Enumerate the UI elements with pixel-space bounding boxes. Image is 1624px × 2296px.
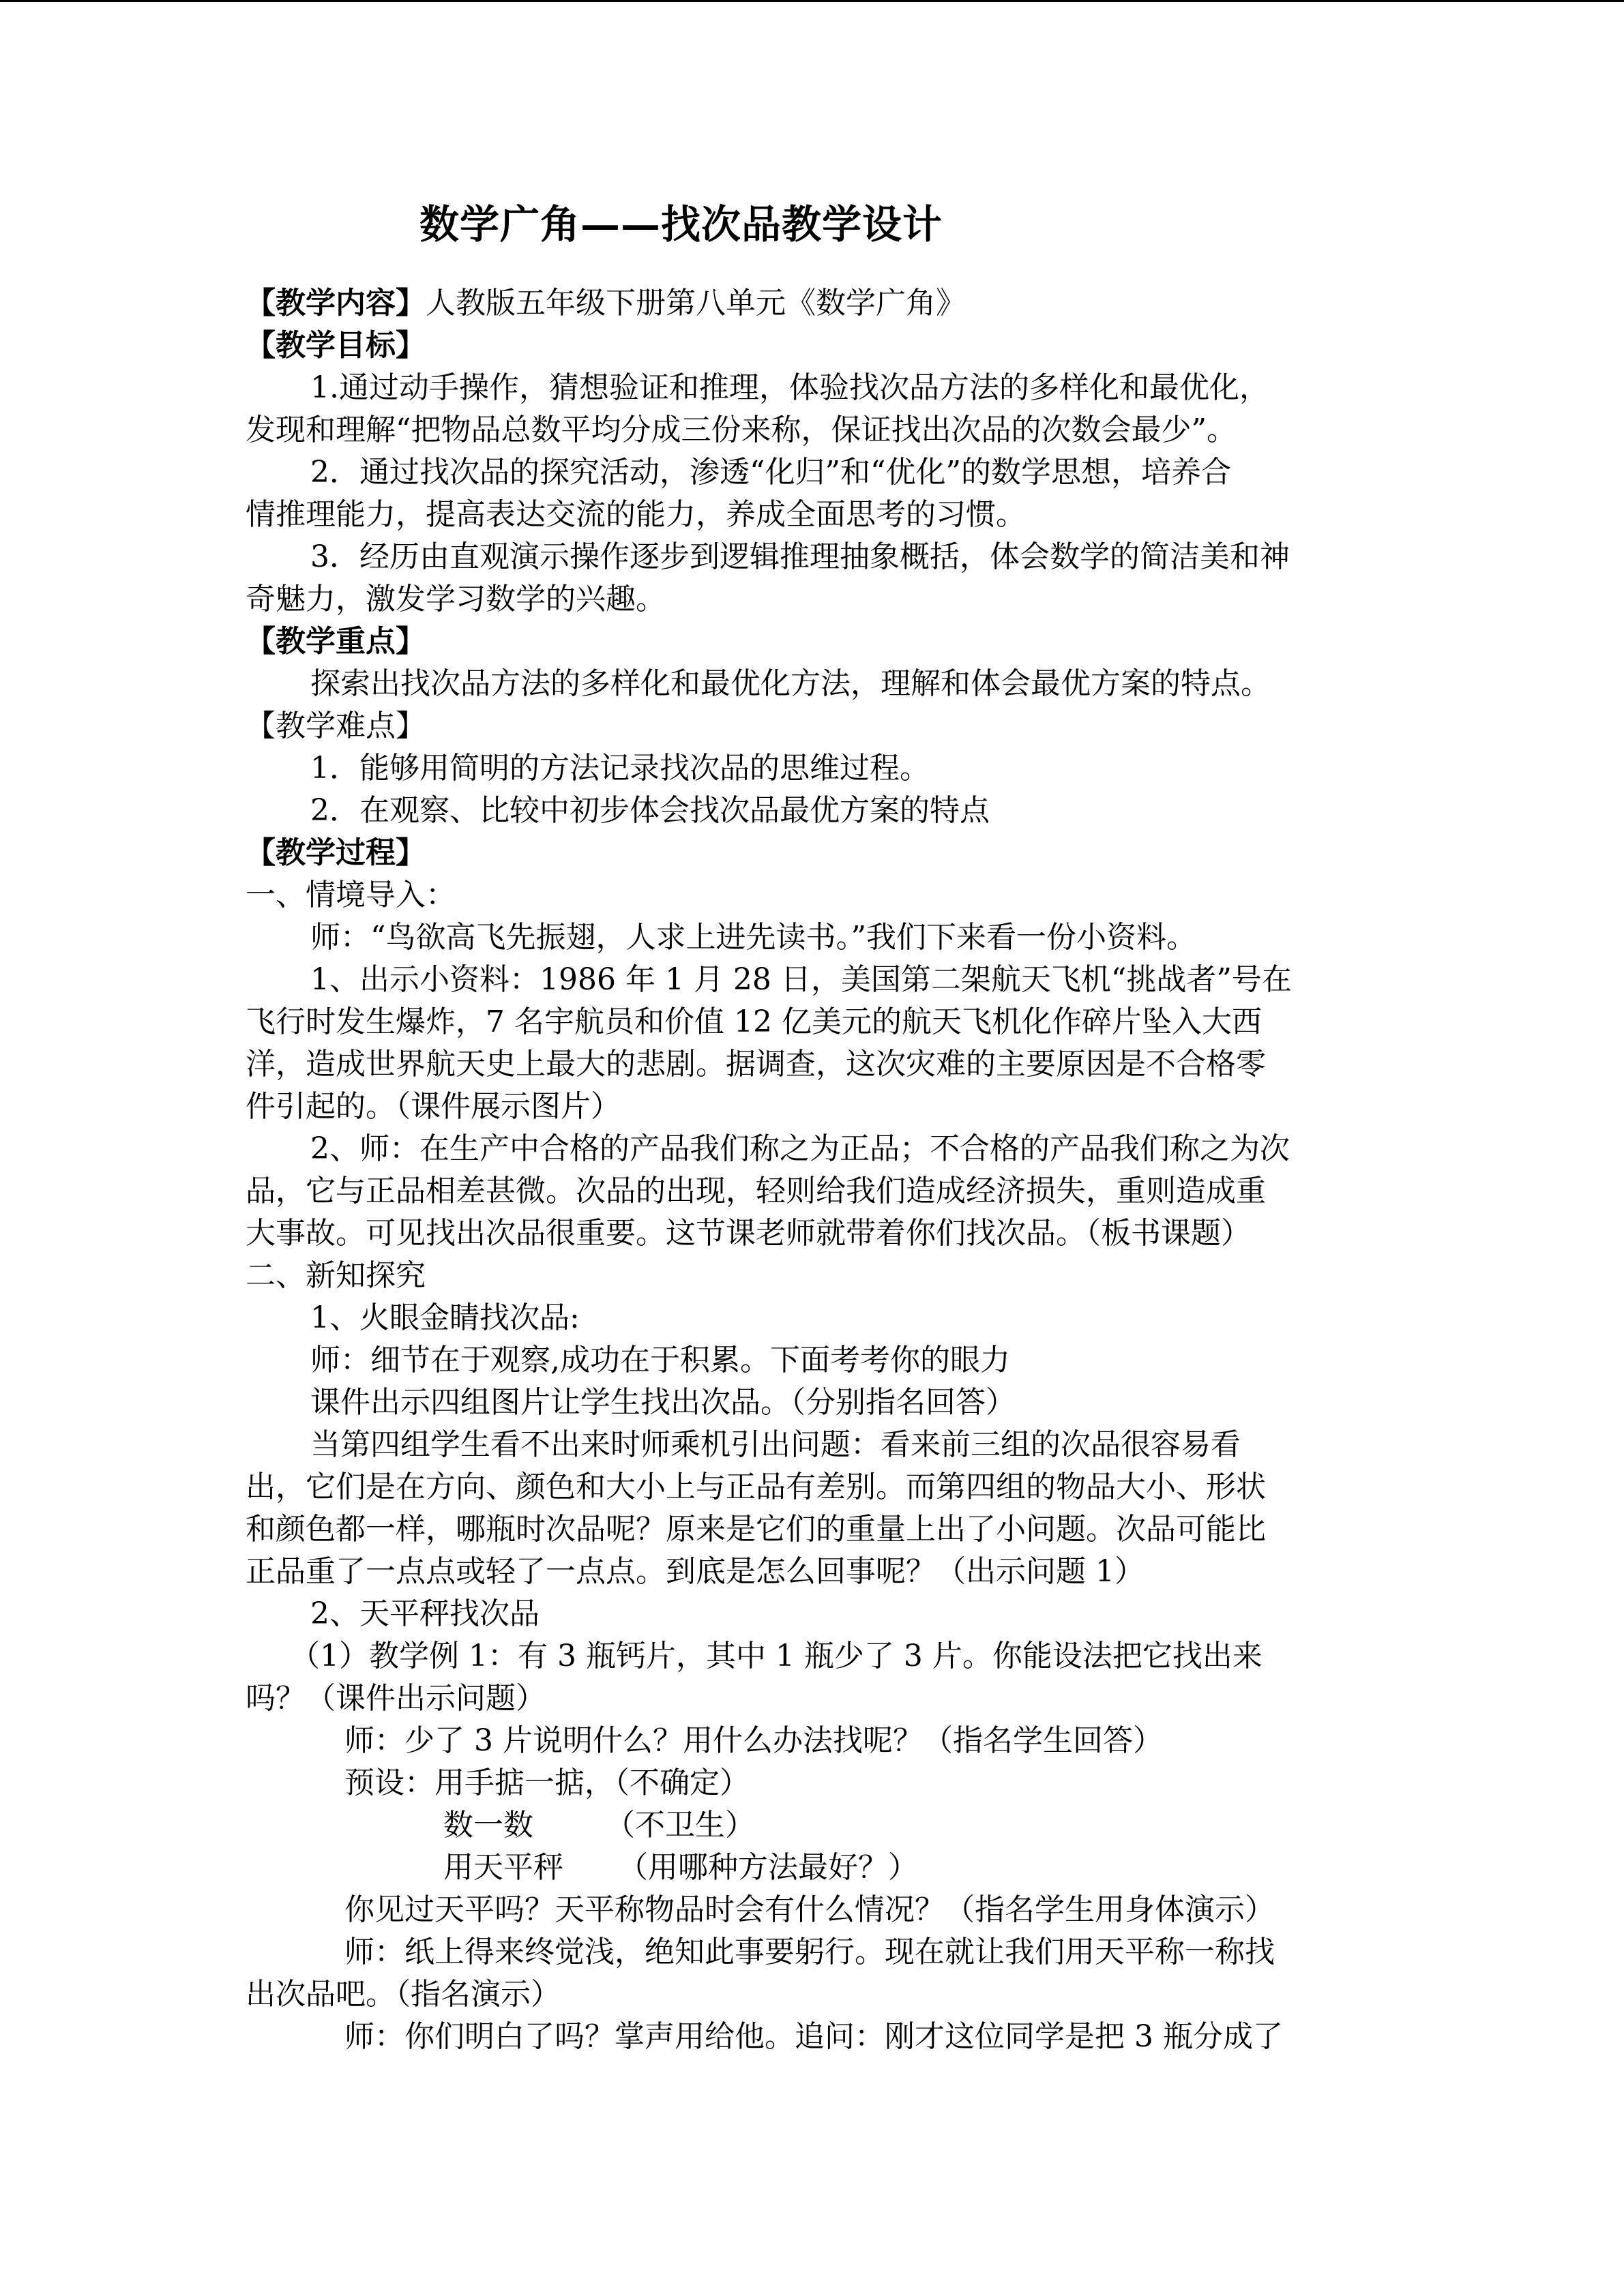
- content-line: [246, 282, 966, 325]
- content-label: 【教学内容】: [246, 286, 426, 320]
- section2-line: （1）教学例 1：有 3 瓶钙片，其中 1 瓶少了 3 片。你能设法把它找出来: [290, 1639, 1263, 1673]
- section1-heading: 一、情境导入：: [246, 878, 456, 912]
- goal-line: 2．通过找次品的探究活动，渗透“化归”和“优化”的数学思想，培养合: [310, 455, 1231, 490]
- option-method: 数一数: [443, 1808, 533, 1843]
- key-points-text: 探索出找次品方法的多样化和最优化方法，理解和体会最优方案的特点。: [310, 666, 1271, 701]
- section1-line: 飞行时发生爆炸，7 名宇航员和价值 12 亿美元的航天飞机化作碎片坠入大西: [246, 1004, 1262, 1039]
- option-method: 用天平秤: [443, 1850, 563, 1885]
- section2-line: 出次品吧。（指名演示）: [246, 1977, 561, 2012]
- section2-line: 你见过天平吗？天平称物品时会有什么情况？（指名学生用身体演示）: [344, 1892, 1275, 1927]
- process-label: 【教学过程】: [246, 835, 426, 870]
- difficulty-line: 1．能够用简明的方法记录找次品的思维过程。: [310, 751, 930, 786]
- section2-line: 吗？（课件出示问题）: [246, 1681, 546, 1716]
- section2-line: 师：你们明白了吗？掌声用给他。追问：刚才这位同学是把 3 瓶分成了: [344, 2019, 1283, 2054]
- goal-line: 奇魅力，激发学习数学的兴趣。: [246, 582, 666, 616]
- section2-line: 正品重了一点点或轻了一点点。到底是怎么回事呢？（出示问题 1）: [246, 1554, 1145, 1589]
- section1-line: 1、出示小资料：1986 年 1 月 28 日，美国第二架航天飞机“挑战者”号在: [310, 962, 1292, 997]
- content-text: 人教版五年级下册第八单元《数学广角》: [426, 286, 966, 320]
- option-note: （用哪种方法最好？）: [618, 1850, 918, 1885]
- section2-heading: 二、新知探究: [246, 1258, 426, 1293]
- section1-line: 大事故。可见找出次品很重要。这节课老师就带着你们找次品。（板书课题）: [246, 1216, 1251, 1251]
- option-note: （不卫生）: [605, 1808, 755, 1843]
- difficulties-label: 【教学难点】: [246, 709, 426, 743]
- option-line: [443, 1804, 755, 1847]
- goals-label: 【教学目标】: [246, 328, 426, 363]
- document-title: 数学广角——找次品教学设计: [419, 201, 943, 248]
- section2-line: 师：细节在于观察,成功在于积累。下面考考你的眼力: [310, 1343, 1010, 1377]
- key-points-label: 【教学重点】: [246, 624, 426, 659]
- section2-line: 2、天平秤找次品: [310, 1596, 540, 1631]
- goal-line: 1.通过动手操作，猜想验证和推理，体验找次品方法的多样化和最优化，: [310, 370, 1269, 405]
- goal-line: 3．经历由直观演示操作逐步到逻辑推理抽象概括，体会数学的简洁美和神: [310, 539, 1290, 574]
- section2-line: 和颜色都一样，哪瓶时次品呢？原来是它们的重量上出了小问题。次品可能比: [246, 1512, 1266, 1547]
- goal-line: 发现和理解“把物品总数平均分成三份来称，保证找出次品的次数会最少”。: [246, 413, 1237, 447]
- section2-line: 师：纸上得来终觉浅，绝知此事要躬行。现在就让我们用天平称一称找: [344, 1935, 1275, 1969]
- goal-line: 情推理能力，提高表达交流的能力，养成全面思考的习惯。: [246, 497, 1026, 532]
- section2-line: 师：少了 3 片说明什么？用什么办法找呢？（指名学生回答）: [344, 1723, 1163, 1758]
- section1-line: 2、师：在生产中合格的产品我们称之为正品；不合格的产品我们称之为次: [310, 1131, 1290, 1166]
- section2-line: 1、火眼金睛找次品:: [310, 1300, 580, 1335]
- section1-line: 洋，造成世界航天史上最大的悲剧。据调查，这次灾难的主要原因是不合格零: [246, 1047, 1266, 1082]
- section2-line: 出，它们是在方向、颜色和大小上与正品有差别。而第四组的物品大小、形状: [246, 1470, 1266, 1504]
- document-page: [246, 0, 1378, 2296]
- section2-line: 预设：用手掂一掂，（不确定）: [344, 1765, 750, 1800]
- section1-line: 件引起的。（课件展示图片）: [246, 1089, 621, 1124]
- section1-line: 师：“鸟欲高飞先振翅，人求上进先读书。”我们下来看一份小资料。: [310, 920, 1196, 955]
- option-line: [443, 1847, 918, 1889]
- section2-line: 课件出示四组图片让学生找出次品。（分别指名回答）: [310, 1385, 1016, 1420]
- section2-line: 当第四组学生看不出来时师乘机引出问题：看来前三组的次品很容易看: [310, 1427, 1241, 1462]
- difficulty-line: 2．在观察、比较中初步体会找次品最优方案的特点: [310, 793, 990, 828]
- section1-line: 品，它与正品相差甚微。次品的出现，轻则给我们造成经济损失，重则造成重: [246, 1174, 1266, 1208]
